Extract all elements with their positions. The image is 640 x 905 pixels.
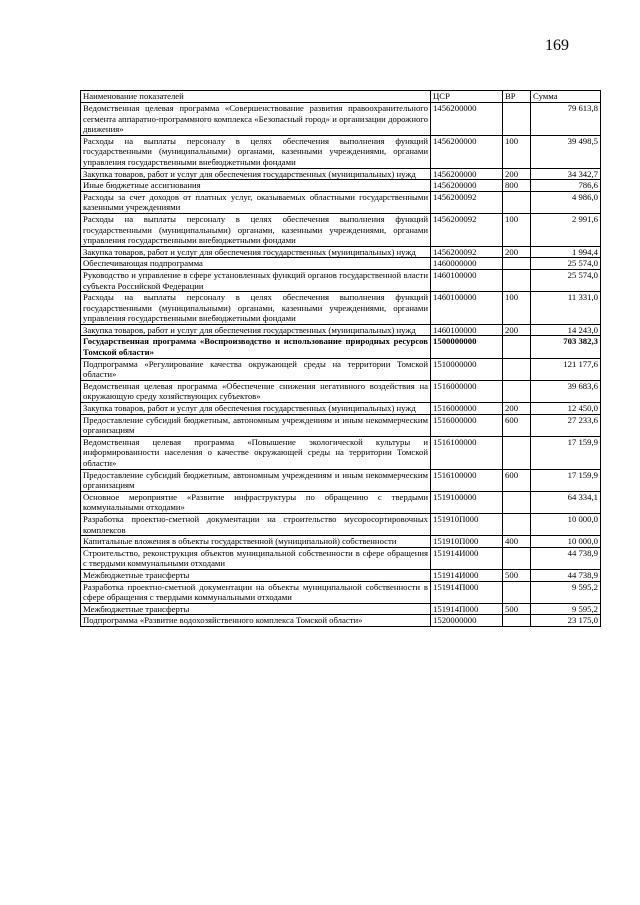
- row-code-cell: 151914П000: [431, 603, 503, 615]
- row-name-cell: Предоставление субсидий бюджетным, автономным учреждениям и иным некоммерческим организациям: [81, 469, 431, 491]
- row-name-cell: Расходы на выплаты персоналу в целях обеспечения выполнения функций государственными (муниципальными) органами, казенными учреждениями, органами управления государственными внебюджетными фондами: [81, 292, 431, 325]
- row-sum-cell: 703 382,3: [531, 336, 601, 358]
- row-sum-cell: 12 450,0: [531, 403, 601, 415]
- row-vr-cell: 800: [503, 180, 531, 192]
- row-name-cell: Закупка товаров, работ и услуг для обеспечения государственных (муниципальных) нужд: [81, 246, 431, 258]
- row-name-cell: Межбюджетные трансферты: [81, 603, 431, 615]
- row-code-cell: 1456200000: [431, 180, 503, 192]
- table-row: [81, 135, 601, 168]
- row-vr-cell: [503, 380, 531, 402]
- row-sum-cell: 121 177,6: [531, 358, 601, 380]
- table-row: [81, 336, 601, 358]
- row-vr-cell: [503, 258, 531, 270]
- row-name-cell: Ведомственная целевая программа «Совершенствование развития правоохранительного сегмента аппаратно-программного комплекса «Безопасный город» и организации дорожного движения»: [81, 103, 431, 136]
- row-code-cell: 1516100000: [431, 436, 503, 469]
- row-code-cell: 151910П000: [431, 513, 503, 535]
- row-vr-cell: 500: [503, 569, 531, 581]
- row-sum-cell: 39 683,6: [531, 380, 601, 402]
- row-name-cell: Руководство и управление в сфере установленных функций органов государственной власти субъекта Российской Федерации: [81, 269, 431, 291]
- row-sum-cell: 44 738,9: [531, 547, 601, 569]
- row-code-cell: 1510000000: [431, 358, 503, 380]
- table-row: [81, 269, 601, 291]
- row-vr-cell: 500: [503, 603, 531, 615]
- row-vr-cell: 200: [503, 403, 531, 415]
- row-sum-cell: 17 159,9: [531, 436, 601, 469]
- row-sum-cell: 2 991,6: [531, 213, 601, 246]
- row-sum-cell: 44 738,9: [531, 569, 601, 581]
- row-sum-cell: 10 000,0: [531, 536, 601, 548]
- row-sum-cell: 64 334,1: [531, 491, 601, 513]
- row-code-cell: 1460100000: [431, 269, 503, 291]
- row-code-cell: 1500000000: [431, 336, 503, 358]
- row-name-cell: Государственная программа «Воспроизводство и использование природных ресурсов Томской области»: [81, 336, 431, 358]
- table-row: [81, 491, 601, 513]
- table-row: [81, 258, 601, 270]
- table-row: [81, 324, 601, 336]
- row-name-cell: Разработка проектно-сметной документации на строительство мусоросортировочных комплексов: [81, 513, 431, 535]
- row-vr-cell: [503, 269, 531, 291]
- table-row: [81, 403, 601, 415]
- header-code: ЦСР: [431, 91, 503, 103]
- table-row: [81, 191, 601, 213]
- row-code-cell: 151914И000: [431, 569, 503, 581]
- row-name-cell: Разработка проектно-сметной документации на объекты муниципальной собственности в сфере обращения с твердыми коммунальными отходами: [81, 581, 431, 603]
- row-code-cell: 1516000000: [431, 403, 503, 415]
- budget-table: [80, 90, 601, 627]
- row-sum-cell: 10 000,0: [531, 513, 601, 535]
- row-name-cell: Ведомственная целевая программа «Обеспечение снижения негативного воздействия на окружающую среду хозяйствующих субъектов»: [81, 380, 431, 402]
- row-vr-cell: [503, 436, 531, 469]
- row-sum-cell: 14 243,0: [531, 324, 601, 336]
- table-row: [81, 168, 601, 180]
- table-row: [81, 569, 601, 581]
- row-vr-cell: [503, 191, 531, 213]
- table-row: [81, 469, 601, 491]
- row-name-cell: Закупка товаров, работ и услуг для обеспечения государственных (муниципальных) нужд: [81, 168, 431, 180]
- row-code-cell: 151914И000: [431, 547, 503, 569]
- row-code-cell: 1456200000: [431, 103, 503, 136]
- table-row: [81, 536, 601, 548]
- table-row: [81, 547, 601, 569]
- row-name-cell: Строительство, реконструкция объектов муниципальной собственности в сфере обращения с твердыми коммунальными отходами: [81, 547, 431, 569]
- row-code-cell: 1460100000: [431, 292, 503, 325]
- row-vr-cell: [503, 581, 531, 603]
- row-sum-cell: 25 574,0: [531, 269, 601, 291]
- table-row: [81, 581, 601, 603]
- row-name-cell: Подпрограмма «Развитие водохозяйственного комплекса Томской области»: [81, 615, 431, 627]
- row-name-cell: Капитальные вложения в объекты государственной (муниципальной) собственности: [81, 536, 431, 548]
- row-code-cell: 1456200092: [431, 213, 503, 246]
- row-name-cell: Предоставление субсидий бюджетным, автономным учреждениям и иным некоммерческим организациям: [81, 414, 431, 436]
- table-row: [81, 603, 601, 615]
- row-sum-cell: 39 498,5: [531, 135, 601, 168]
- row-name-cell: Подпрограмма «Регулирование качества окружающей среды на территории Томской области»: [81, 358, 431, 380]
- table-row: [81, 615, 601, 627]
- row-code-cell: 1516000000: [431, 380, 503, 402]
- row-vr-cell: [503, 513, 531, 535]
- row-vr-cell: 400: [503, 536, 531, 548]
- row-sum-cell: 17 159,9: [531, 469, 601, 491]
- row-name-cell: Расходы на выплаты персоналу в целях обеспечения выполнения функций государственными (муниципальными) органами, казенными учреждениями, органами управления государственными внебюджетными фондами: [81, 213, 431, 246]
- row-name-cell: Обеспечивающая подпрограмма: [81, 258, 431, 270]
- table-row: [81, 513, 601, 535]
- row-sum-cell: 79 613,8: [531, 103, 601, 136]
- row-sum-cell: 27 233,6: [531, 414, 601, 436]
- row-code-cell: 151910П000: [431, 536, 503, 548]
- row-vr-cell: 600: [503, 469, 531, 491]
- row-vr-cell: [503, 491, 531, 513]
- row-name-cell: Иные бюджетные ассигнования: [81, 180, 431, 192]
- table-row: [81, 246, 601, 258]
- row-vr-cell: 100: [503, 213, 531, 246]
- row-vr-cell: 200: [503, 168, 531, 180]
- header-sum: Сумма: [531, 91, 601, 103]
- row-name-cell: Ведомственная целевая программа «Повышение экологической культуры и информированности населения о качестве окружающей среды на территории Томской области»: [81, 436, 431, 469]
- table-row: [81, 436, 601, 469]
- row-code-cell: 151914П000: [431, 581, 503, 603]
- table-row: [81, 292, 601, 325]
- row-vr-cell: [503, 615, 531, 627]
- table-row: [81, 213, 601, 246]
- row-sum-cell: 25 574,0: [531, 258, 601, 270]
- row-sum-cell: 9 595,2: [531, 581, 601, 603]
- row-code-cell: 1516000000: [431, 414, 503, 436]
- header-vr: ВР: [503, 91, 531, 103]
- row-name-cell: Расходы за счет доходов от платных услуг, оказываемых областными государственными казенными учреждениями: [81, 191, 431, 213]
- row-vr-cell: 200: [503, 324, 531, 336]
- row-code-cell: 1456200000: [431, 168, 503, 180]
- row-sum-cell: 11 331,0: [531, 292, 601, 325]
- row-code-cell: 1456200000: [431, 135, 503, 168]
- row-sum-cell: 786,6: [531, 180, 601, 192]
- row-code-cell: 1519100000: [431, 491, 503, 513]
- table-row: [81, 414, 601, 436]
- row-name-cell: Основное мероприятие «Развитие инфраструктуры по обращению с твердыми коммунальными отходами»: [81, 491, 431, 513]
- row-code-cell: 1516100000: [431, 469, 503, 491]
- row-vr-cell: [503, 358, 531, 380]
- row-vr-cell: [503, 547, 531, 569]
- row-sum-cell: 1 994,4: [531, 246, 601, 258]
- row-sum-cell: 9 595,2: [531, 603, 601, 615]
- header-name: Наименование показателей: [81, 91, 431, 103]
- row-name-cell: Закупка товаров, работ и услуг для обеспечения государственных (муниципальных) нужд: [81, 324, 431, 336]
- row-sum-cell: 34 342,7: [531, 168, 601, 180]
- table-row: [81, 380, 601, 402]
- row-vr-cell: 100: [503, 292, 531, 325]
- row-code-cell: 1460000000: [431, 258, 503, 270]
- row-vr-cell: [503, 103, 531, 136]
- row-code-cell: 1456200092: [431, 191, 503, 213]
- row-name-cell: Расходы на выплаты персоналу в целях обеспечения выполнения функций государственными (муниципальными) органами, казенными учреждениями, органами управления государственными внебюджетными фондами: [81, 135, 431, 168]
- row-code-cell: 1520000000: [431, 615, 503, 627]
- table-row: [81, 103, 601, 136]
- row-name-cell: Межбюджетные трансферты: [81, 569, 431, 581]
- row-vr-cell: 600: [503, 414, 531, 436]
- page-number: 169: [545, 37, 569, 54]
- row-vr-cell: [503, 336, 531, 358]
- row-sum-cell: 4 986,0: [531, 191, 601, 213]
- row-sum-cell: 23 175,0: [531, 615, 601, 627]
- table-row: [81, 180, 601, 192]
- row-name-cell: Закупка товаров, работ и услуг для обеспечения государственных (муниципальных) нужд: [81, 403, 431, 415]
- row-code-cell: 1456200092: [431, 246, 503, 258]
- table-row: [81, 358, 601, 380]
- row-vr-cell: 100: [503, 135, 531, 168]
- row-vr-cell: 200: [503, 246, 531, 258]
- table-header-row: [81, 91, 601, 103]
- row-code-cell: 1460100000: [431, 324, 503, 336]
